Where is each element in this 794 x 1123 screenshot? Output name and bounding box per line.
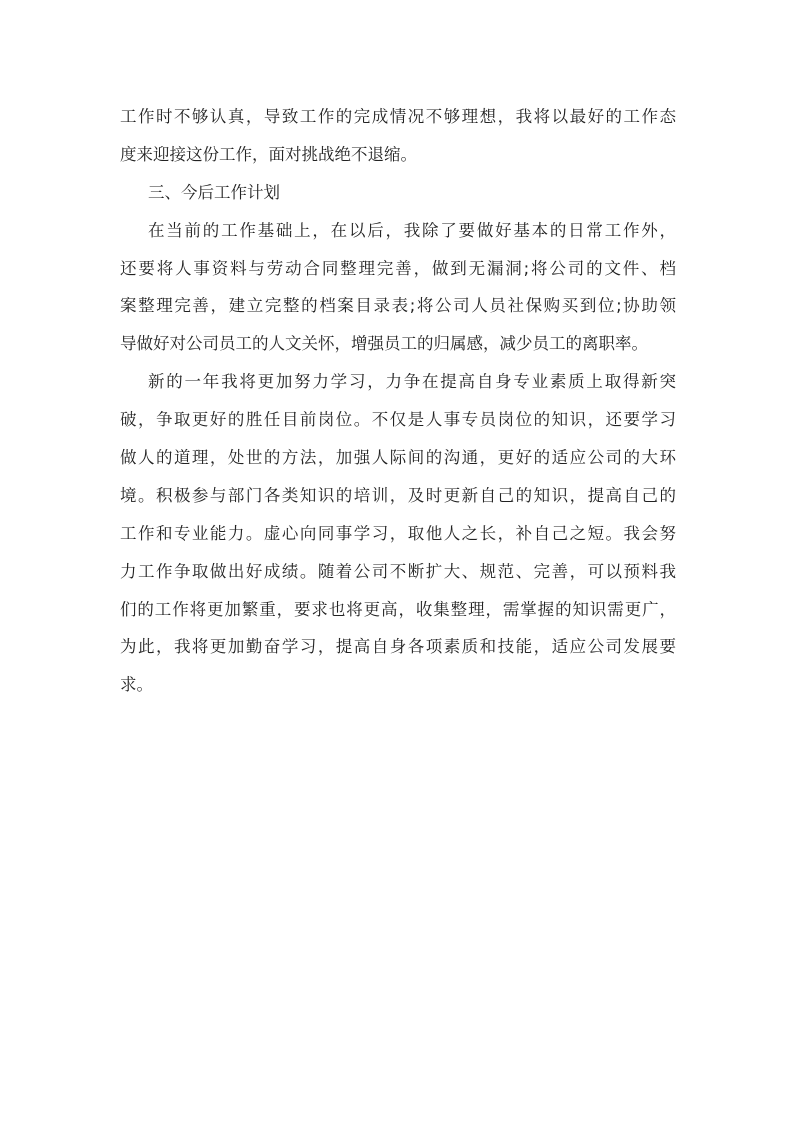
section-heading: 三、今后工作计划 — [148, 182, 280, 202]
text-line: 新的一年我将更加努力学习，力争在提高自身专业素质上取得新突 — [148, 372, 676, 392]
text-line: 工作时不够认真，导致工作的完成情况不够理想，我将以最好的工作态 — [120, 107, 676, 126]
text-line: 案整理完善，建立完整的档案目录表;将公司人员社保购买到位;协助领 — [120, 296, 676, 316]
text-line: 为此，我将更加勤奋学习，提高自身各项素质和技能，适应公司发展要 — [120, 637, 676, 657]
document-body — [120, 98, 676, 704]
text-line: 做人的道理，处世的方法，加强人际间的沟通，更好的适应公司的大环 — [120, 448, 676, 468]
text-line: 求。 — [120, 675, 153, 695]
text-line: 还要将人事资料与劳动合同整理完善，做到无漏洞;将公司的文件、档 — [120, 258, 676, 278]
text-line: 度来迎接这份工作，面对挑战绝不退缩。 — [120, 144, 417, 164]
text-line: 境。积极参与部门各类知识的培训，及时更新自己的知识，提高自己的 — [120, 485, 676, 505]
text-line: 在当前的工作基础上，在以后，我除了要做好基本的日常工作外， — [148, 220, 676, 240]
text-line: 工作和专业能力。虚心向同事学习，取他人之长，补自己之短。我会努 — [120, 523, 676, 543]
text-line: 导做好对公司员工的人文关怀，增强员工的归属感，减少员工的离职率。 — [120, 334, 648, 354]
text-line: 力工作争取做出好成绩。随着公司不断扩大、规范、完善，可以预料我 — [120, 561, 676, 581]
text-line: 破，争取更好的胜任目前岗位。不仅是人事专员岗位的知识，还要学习 — [120, 410, 676, 430]
text-line: 们的工作将更加繁重，要求也将更高，收集整理，需掌握的知识需更广， — [120, 599, 676, 619]
